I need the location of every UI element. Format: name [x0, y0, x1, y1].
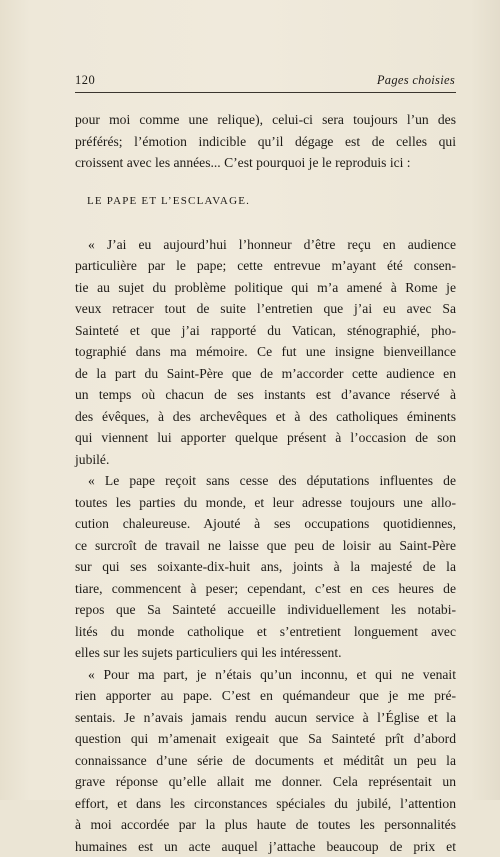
text-line: de la part du Saint-Père que de m’accorder cette audience en	[75, 363, 456, 385]
text-line: question qui m’amenait exigeait que Sa Sainteté prît d’abord	[75, 728, 456, 750]
text-line: rien apporter au pape. C’est en quémandeur que je me pré-	[75, 685, 456, 707]
text-line: pour moi comme une relique), celui-ci sera toujours l’un des	[75, 109, 456, 131]
text-line: humaines est un acte auquel j’attache beaucoup de prix et	[75, 836, 456, 857]
text-line: « J’ai eu aujourd’hui l’honneur d’être reçu en audience	[75, 234, 456, 256]
paragraph-1	[75, 234, 456, 471]
paragraph-2	[75, 470, 456, 664]
section-heading: LE PAPE ET L’ESCLAVAGE.	[75, 193, 456, 209]
text-line: des évêques, à des archevêques et à des catholiques éminents	[75, 406, 456, 428]
body-text	[75, 109, 456, 857]
page-number: 120	[75, 73, 95, 88]
text-line: cution chaleureuse. Ajouté à ses occupations quotidiennes,	[75, 513, 456, 535]
running-title: Pages choisies	[377, 73, 455, 88]
running-head	[75, 70, 455, 90]
text-line: sentais. Je n’avais jamais rendu aucun service à l’Église et la	[75, 707, 456, 729]
text-line: « Le pape reçoit sans cesse des députations influentes de	[75, 470, 456, 492]
text-line: qui viennent lui apporter quelque présent à l’occasion de son	[75, 427, 456, 449]
text-line: tie au sujet du problème politique qui m’a amené à Rome je	[75, 277, 456, 299]
text-line: tiare, commencent à peser; cependant, c’est en ces heures de	[75, 578, 456, 600]
text-line: connaissance d’une série de documents et méditât un peu la	[75, 750, 456, 772]
text-line: jubilé.	[75, 449, 456, 471]
text-line: tographié dans ma mémoire. Ce fut une insigne bienveillance	[75, 341, 456, 363]
text-line: Sainteté et que j’ai rapporté du Vatican, sténographié, pho-	[75, 320, 456, 342]
text-line: lités du monde catholique et s’entretient longuement avec	[75, 621, 456, 643]
text-line: un temps où chacun de ses instants est d’avance réservé à	[75, 384, 456, 406]
text-line: sur qui ses soixante-dix-huit ans, joints à la majesté de la	[75, 556, 456, 578]
text-line: effort, et dans les circonstances spéciales du jubilé, l’attention	[75, 793, 456, 815]
text-line: grave réponse qu’elle allait me donner. Cela représentait un	[75, 771, 456, 793]
text-line: elles sur les sujets particuliers qui les intéressent.	[75, 642, 456, 664]
intro-paragraph	[75, 109, 456, 174]
text-line: croissent avec les années... C’est pourquoi je le reproduis ici :	[75, 152, 456, 174]
text-line: à moi accordée par la plus haute de toutes les personnalités	[75, 814, 456, 836]
text-line: repos que Sa Sainteté accueille individuellement les notabi-	[75, 599, 456, 621]
text-line: ce surcroît de travail ne laisse que peu de loisir au Saint-Père	[75, 535, 456, 557]
header-rule	[75, 92, 456, 93]
text-line: toutes les parties du monde, et leur adresse toujours une allo-	[75, 492, 456, 514]
text-line: particulière par le pape; cette entrevue m’ayant été consen-	[75, 255, 456, 277]
text-line: « Pour ma part, je n’étais qu’un inconnu, et qui ne venait	[75, 664, 456, 686]
paragraph-3	[75, 664, 456, 857]
text-line: préférés; l’émotion indicible qu’il dégage est de celles qui	[75, 131, 456, 153]
text-line: veux retracer tout de suite l’entretien que j’ai eu avec Sa	[75, 298, 456, 320]
